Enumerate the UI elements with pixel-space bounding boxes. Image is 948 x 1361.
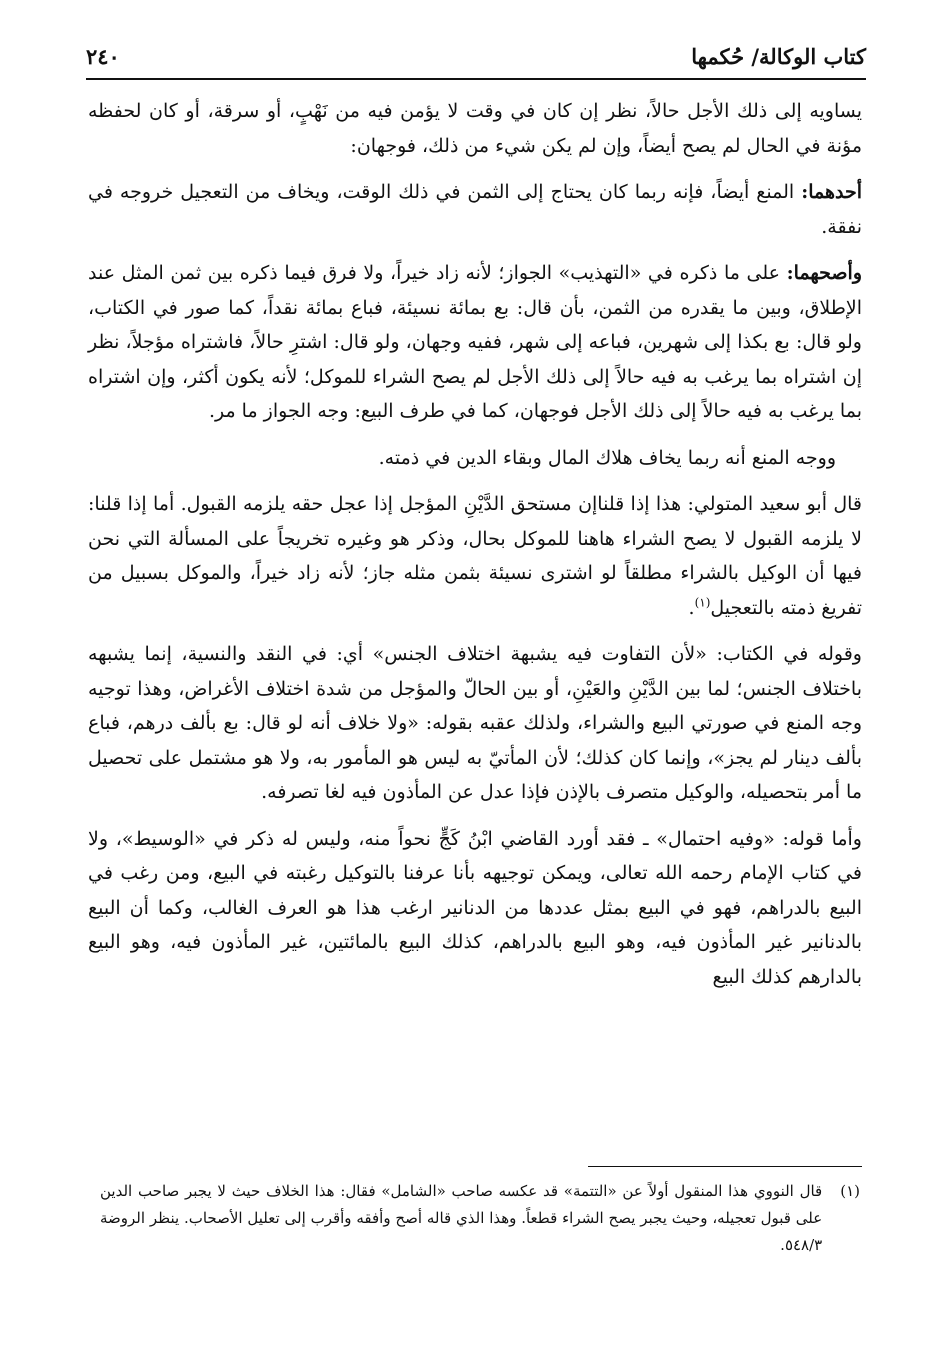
- paragraph-lead: أحدهما:: [801, 181, 862, 203]
- footnote-marker[interactable]: (١): [694, 595, 711, 610]
- footnote: [100, 1178, 860, 1259]
- paragraph-lead: وأصحهما:: [786, 262, 862, 284]
- paragraph: أحدهما: المنع أيضاً، فإنه ربما كان يحتاج إلى الثمن في ذلك الوقت، ويخاف من التعجيل خروجه في نفقة.: [88, 181, 862, 238]
- paragraph: ووجه المنع أنه ربما يخاف هلاك المال وبقاء الدين في ذمته.: [378, 446, 836, 469]
- footnote-text: قال النووي هذا المنقول أولاً عن «التتمة» قد عكسه صاحب «الشامل» فقال: هذا الخلاف حيث لا يجبر صاحب الدين على قبول تعجيله، وحيث يجبر يصح الشراء قطعاً. وهذا الذي قاله أصح وأفقه وأقرب إلى تعليل الأصحاب. ينظر الروضة ٥٤٨/٣.: [100, 1182, 823, 1254]
- header-rule: [86, 78, 866, 80]
- page-number: ٢٤٠: [86, 43, 120, 69]
- running-title: كتاب الوكالة/ حُكمها: [691, 43, 866, 69]
- page-header: [86, 38, 866, 74]
- main-text: [88, 94, 862, 1006]
- footnote-number: (١): [840, 1182, 860, 1200]
- paragraph: وقوله في الكتاب: «لأن التفاوت فيه يشبهة اختلاف الجنس» أي: في النقد والنسية، إنما يشبهه باختلاف الجنس؛ لما بين الدَّيْنِ والعَيْنِ، أو بين الحالّ والمؤجل من شدة اختلاف الأغراض، وهذا توجيه وجه المنع في صورتي البيع والشراء، ولذلك عقبه بقوله: «ولا خلاف أنه لو قال: بع بألف درهم، فباع بألف دينار لم يجز»، وإنما كان كذلك؛ لأن المأتيّ به ليس هو المأمور به، ولا هو مشتمل على تحصيل ما أمر بتحصيله، والوكيل متصرف بالإذن فإذا عدل عن المأذون فيه لغا تصرفه.: [88, 643, 862, 803]
- paragraph: وأصحهما: على ما ذكره في «التهذيب» الجواز؛ لأنه زاد خيراً، ولا فرق فيما ذكره بين ثمن المثل عند الإطلاق، وبين ما يقدره من الثمن، بأن قال: بع بمائة نسيئة، فباع بمائة نقداً، كما صور في الكتاب، ولو قال: بع بكذا إلى شهرين، فباعه إلى شهر، ففيه وجهان، ولو قال: اشترِ حالاً، فاشتراه مؤجلاً، نظر إن اشتراه بما يرغب به فيه حالاً إلى ذلك الأجل لم يصح الشراء للموكل؛ لأنه يكون أكثر، وإن اشتراه بما يرغب به فيه حالاً إلى ذلك الأجل فوجهان، كما في طرف البيع: وجه الجواز ما مر.: [88, 262, 862, 422]
- paragraph: وأما قوله: «وفيه احتمال» ـ فقد أورد القاضي ابْنُ كَجٍّ نحواً منه، وليس له ذكر في «الوسيط»، ولا في كتاب الإمام رحمه الله تعالى، ويمكن توجيهه بأنا عرفنا بالتوكيل رغبته في البيع، ومن رغب في البيع بالدراهم، فهو في البيع بمثل عددها من الدنانير ارغب هذا هو العرف الغالب، وكما أن البيع بالدنانير غير المأذون فيه، وهو البيع بالدراهم، كذلك البيع بالمائتين، غير المأذون فيه، وهو البيع بالدارهم كذلك البيع: [88, 827, 862, 988]
- paragraph: قال أبو سعيد المتولي: هذا إذا قلناإن مستحق الدَّيْنِ المؤجل إذا عجل حقه يلزمه القبول. أما إذا قلنا: لا يلزمه القبول لا يصح الشراء هاهنا للموكل بحال، وذكر هو وغيره تخريجاً على المسألة التي نحن فيها أن الوكيل بالشراء مطلقاً لو اشترى نسيئة بثمن مثله جاز؛ لأنه زاد خيراً، والموكل بسبيل من تفريغ ذمته بالتعجيل$^{(١)}$.: [88, 493, 862, 619]
- footnote-rule: [588, 1166, 862, 1167]
- paragraph: يساويه إلى ذلك الأجل حالاً، نظر إن كان في وقت لا يؤمن فيه من نَهْبٍ، أو سرقة، أو كان لحفظه مؤنة في الحال لم يصح أيضاً، وإن لم يكن شيء من ذلك، فوجهان:: [88, 100, 862, 157]
